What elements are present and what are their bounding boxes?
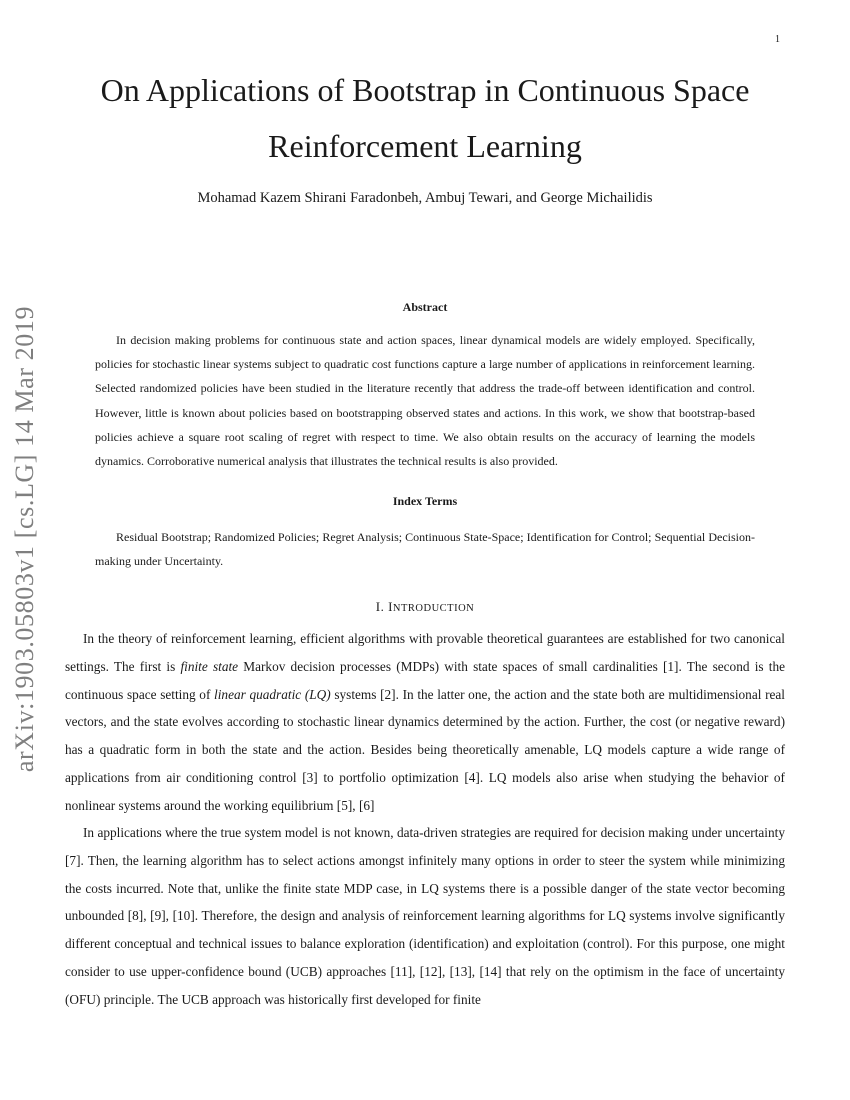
para1-text-1: In the theory of reinforcement learning, efficient algorithms with provable theoretical guarantees are established for two canonical settings. The first is bbox=[65, 631, 785, 674]
arxiv-stamp-text: arXiv:1903.05803v1 [cs.LG] 14 Mar 2019 bbox=[10, 305, 40, 773]
para1-text-2: Markov decision processes (MDPs) with state spaces of small cardinalities [1]. The second is the continuous space setting of bbox=[65, 658, 785, 702]
index-terms-heading: Index Terms bbox=[392, 494, 458, 508]
authors: Mohamad Kazem Shirani Faradonbeh, Ambuj Tewari, and George Michailidis bbox=[197, 190, 653, 206]
section-heading-introduction bbox=[60, 599, 790, 615]
abstract-heading: Abstract bbox=[402, 300, 448, 314]
para1-text-3: systems [2]. In the latter one, the action and the state both are multidimensional real vectors, and the state evolves according to stochastic linear dynamics determined by the action. Further, the cost (or negative reward) has a quadratic form in both the state and the action. Besides being theoretically amenable, LQ models capture a wide range of applications from air conditioning control [3] to portfolio optimization [4]. LQ models also arise when studying the behavior of nonlinear systems around the working equilibrium [5], [6] bbox=[65, 686, 786, 813]
index-terms-text: Residual Bootstrap; Randomized Policies; Regret Analysis; Continuous State-Space; Identification for Control; Sequential Decision-making under Uncertainty. bbox=[95, 530, 755, 568]
section-title-rest: NTRODUCTION bbox=[392, 603, 475, 614]
page-number: 1 bbox=[775, 34, 780, 45]
title-line-1: On Applications of Bootstrap in Continuous Space bbox=[100, 72, 750, 108]
intro-paragraph-1 bbox=[65, 625, 785, 820]
paper-title bbox=[60, 62, 790, 174]
section-number: I. bbox=[375, 599, 385, 614]
intro-paragraph-2: In applications where the true system model is not known, data-driven strategies are required for decision making under uncertainty [7]. Then, the learning algorithm has to select actions amongst infinitely many options in order to steer the system while minimizing the costs incurred. Note that, unlike the finite state MDP case, in LQ systems there is a possible danger of the state vector becoming unbounded [8], [9], [10]. Therefore, the design and analysis of reinforcement learning algorithms for LQ systems involve significantly different conceptual and technical issues to balance exploration (identification) and exploitation (control). For this purpose, one might consider to use upper-confidence bound (UCB) approaches [11], [12], [13], [14] that rely on the optimism in the face of uncertainty (OFU) principle. The UCB approach was historically first developed for finite bbox=[65, 825, 785, 1007]
para1-emphasis-lq: linear quadratic (LQ) bbox=[214, 686, 331, 702]
para1-emphasis-finite-state: finite state bbox=[180, 658, 239, 674]
abstract-text: In decision making problems for continuous state and action spaces, linear dynamical models are widely employed. Specifically, policies for stochastic linear systems subject to quadratic cost functions capture a large number of applications in reinforcement learning. Selected randomized policies have been studied in the literature recently that address the trade-off between identification and control. However, little is known about policies based on bootstrapping observed states and actions. In this work, we show that bootstrap-based policies achieve a square root scaling of regret with respect to time. We also obtain results on the accuracy of learning the models dynamics. Corroborative numerical analysis that illustrates the technical results is also provided. bbox=[95, 333, 755, 469]
title-line-2: Reinforcement Learning bbox=[268, 128, 582, 164]
section-title-initial: I bbox=[388, 599, 393, 614]
arxiv-stamp bbox=[5, 289, 45, 789]
